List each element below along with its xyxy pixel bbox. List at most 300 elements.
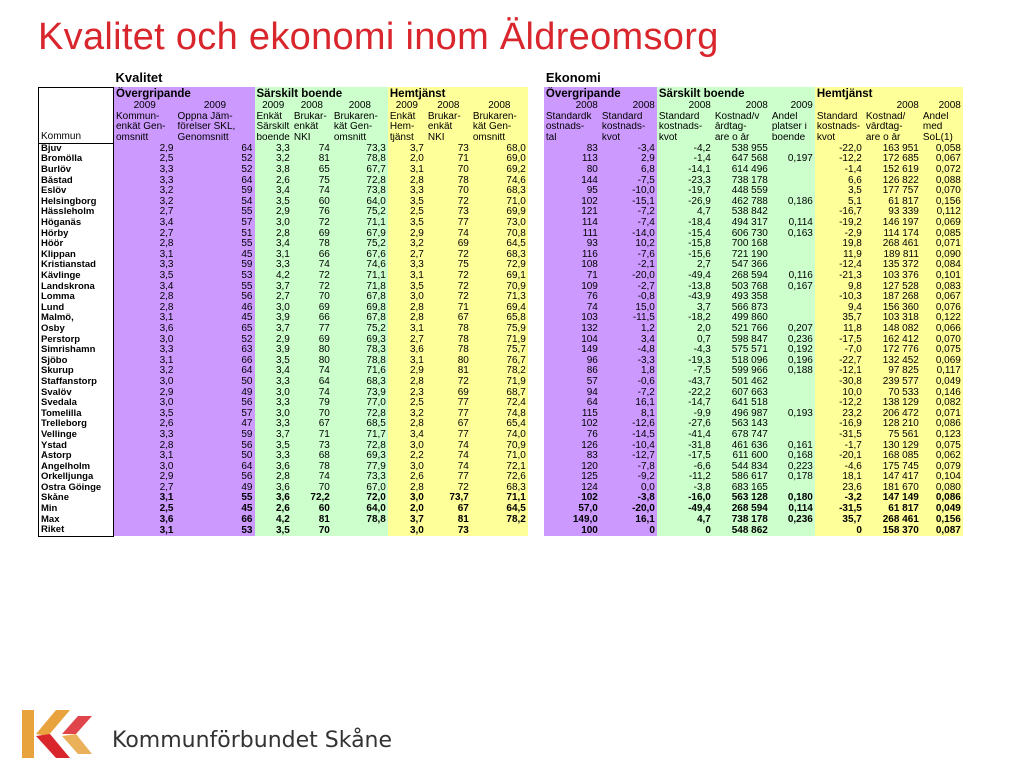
table-row xyxy=(39,345,963,356)
value-cell: 45 xyxy=(176,504,255,515)
value-cell: 71,1 xyxy=(471,493,528,504)
value-cell xyxy=(770,398,815,409)
value-cell: 3,4 xyxy=(600,335,657,346)
value-cell: 2,9 xyxy=(255,207,292,218)
value-cell: 2,7 xyxy=(114,483,176,494)
value-cell: 3,1 xyxy=(114,313,176,324)
value-cell: 544 834 xyxy=(713,462,770,473)
column-label: Hem- xyxy=(388,122,426,133)
value-cell: -16,7 xyxy=(815,207,864,218)
value-cell: -18,2 xyxy=(657,313,713,324)
year-cell: 2008 xyxy=(657,101,713,112)
value-cell: 71,0 xyxy=(471,451,528,462)
value-cell: 0,156 xyxy=(921,515,963,526)
value-cell: 3,3 xyxy=(114,260,176,271)
value-cell: 0,067 xyxy=(921,154,963,165)
value-cell: 2,5 xyxy=(114,154,176,165)
column-label: tjänst xyxy=(388,133,426,144)
column-label: omsnitt xyxy=(114,133,176,144)
value-cell: 35,7 xyxy=(815,515,864,526)
value-cell: 2,8 xyxy=(388,483,426,494)
value-cell: 18,1 xyxy=(815,472,864,483)
kommun-name: Burlöv xyxy=(39,165,114,176)
column-label: Standard xyxy=(815,112,864,123)
value-cell: 548 862 xyxy=(713,525,770,536)
table-row xyxy=(39,472,963,483)
table-row xyxy=(39,229,963,240)
kommun-name: Eslöv xyxy=(39,186,114,197)
value-cell xyxy=(770,239,815,250)
kommun-name: Max xyxy=(39,515,114,526)
value-cell: 0,193 xyxy=(770,409,815,420)
value-cell: 0,049 xyxy=(921,504,963,515)
table-row xyxy=(39,493,963,504)
value-cell: 45 xyxy=(176,313,255,324)
kommun-name: Kävlinge xyxy=(39,271,114,282)
table-row xyxy=(39,176,963,187)
value-cell: 69,3 xyxy=(332,451,388,462)
value-cell: 100 xyxy=(544,525,600,536)
column-separator xyxy=(528,441,544,452)
value-cell: 114 xyxy=(544,218,600,229)
logo-icon xyxy=(22,706,94,762)
column-separator xyxy=(528,483,544,494)
value-cell: 3,1 xyxy=(388,271,426,282)
value-cell: 68,7 xyxy=(471,388,528,399)
kommun-name: Ängelholm xyxy=(39,462,114,473)
value-cell: 93 xyxy=(544,239,600,250)
column-separator xyxy=(528,239,544,250)
value-cell: 3,0 xyxy=(388,441,426,452)
value-cell: 0,146 xyxy=(921,388,963,399)
value-cell: 102 xyxy=(544,419,600,430)
table-row xyxy=(39,483,963,494)
value-cell: 3,2 xyxy=(114,197,176,208)
value-cell: 50 xyxy=(176,377,255,388)
column-label: Brukaren- xyxy=(332,112,388,123)
value-cell: 8,1 xyxy=(600,409,657,420)
value-cell: -22,2 xyxy=(657,388,713,399)
value-cell: 57,0 xyxy=(544,504,600,515)
value-cell: 268 594 xyxy=(713,271,770,282)
value-cell: 66 xyxy=(176,515,255,526)
value-cell: -3,8 xyxy=(600,493,657,504)
value-cell: 55 xyxy=(176,239,255,250)
value-cell: 187 268 xyxy=(864,292,921,303)
value-cell: -1,4 xyxy=(815,165,864,176)
value-cell: 68,3 xyxy=(471,186,528,197)
value-cell: 56 xyxy=(176,441,255,452)
value-cell: 73,7 xyxy=(426,493,471,504)
value-cell: 3,1 xyxy=(388,165,426,176)
column-label: Enkät xyxy=(255,112,292,123)
year-cell: 2008 xyxy=(600,101,657,112)
value-cell: 69,4 xyxy=(471,303,528,314)
value-cell: 81 xyxy=(426,515,471,526)
value-cell: 3,7 xyxy=(388,143,426,154)
value-cell: 3,4 xyxy=(114,282,176,293)
value-cell: 738 178 xyxy=(713,515,770,526)
value-cell: 72,8 xyxy=(332,409,388,420)
value-cell: 2,7 xyxy=(388,250,426,261)
logo-text: Kommunförbundet Skåne xyxy=(112,728,393,753)
value-cell: 47 xyxy=(176,419,255,430)
value-cell: 64 xyxy=(176,366,255,377)
value-cell: 83 xyxy=(544,143,600,154)
value-cell: 3,2 xyxy=(114,186,176,197)
value-cell: -19,3 xyxy=(657,356,713,367)
value-cell: 3,3 xyxy=(255,398,292,409)
value-cell: 3,3 xyxy=(388,186,426,197)
value-cell: 3,3 xyxy=(255,260,292,271)
value-cell: 0,192 xyxy=(770,345,815,356)
value-cell: 3,3 xyxy=(388,260,426,271)
value-cell: 76 xyxy=(544,292,600,303)
value-cell: 67,0 xyxy=(332,483,388,494)
kommun-name: Ystad xyxy=(39,441,114,452)
value-cell: 3,7 xyxy=(255,324,292,335)
value-cell: 0,223 xyxy=(770,462,815,473)
table-row xyxy=(39,239,963,250)
value-cell: -16,0 xyxy=(657,493,713,504)
value-cell: 72,4 xyxy=(471,398,528,409)
value-cell: 116 xyxy=(544,250,600,261)
value-cell: 0,049 xyxy=(921,377,963,388)
value-cell: 86 xyxy=(544,366,600,377)
column-separator xyxy=(528,133,544,144)
value-cell: 149,0 xyxy=(544,515,600,526)
value-cell: 3,0 xyxy=(255,303,292,314)
value-cell: 78 xyxy=(426,345,471,356)
value-cell: 3,1 xyxy=(114,525,176,536)
value-cell: 75,2 xyxy=(332,207,388,218)
column-separator xyxy=(528,409,544,420)
value-cell: 3,1 xyxy=(255,250,292,261)
value-cell: 2,8 xyxy=(388,313,426,324)
value-cell: 63 xyxy=(176,345,255,356)
value-cell: -7,8 xyxy=(600,462,657,473)
value-cell: 71,7 xyxy=(332,430,388,441)
value-cell: 3,0 xyxy=(255,388,292,399)
value-cell: 102 xyxy=(544,197,600,208)
value-cell: 3,1 xyxy=(114,493,176,504)
year-cell: 2009 xyxy=(388,101,426,112)
value-cell: -17,5 xyxy=(815,335,864,346)
value-cell: 518 096 xyxy=(713,356,770,367)
value-cell: 3,4 xyxy=(255,366,292,377)
value-cell: 163 951 xyxy=(864,143,921,154)
value-cell: 2,8 xyxy=(114,303,176,314)
value-cell: -9,2 xyxy=(600,472,657,483)
value-cell: 61 817 xyxy=(864,504,921,515)
value-cell: 3,4 xyxy=(388,430,426,441)
column-label: Öppna Jäm- xyxy=(176,112,255,123)
value-cell xyxy=(471,525,528,536)
value-cell: 75 561 xyxy=(864,430,921,441)
value-cell: 172 776 xyxy=(864,345,921,356)
value-cell: 448 559 xyxy=(713,186,770,197)
column-label: Kommun- xyxy=(114,112,176,123)
value-cell: 2,5 xyxy=(114,504,176,515)
value-cell: 71,0 xyxy=(471,197,528,208)
value-cell: -10,4 xyxy=(600,441,657,452)
value-cell: 177 757 xyxy=(864,186,921,197)
group-kvalitet-hemtjanst: Hemtjänst xyxy=(388,87,528,101)
value-cell: 138 129 xyxy=(864,398,921,409)
value-cell: 76 xyxy=(292,207,332,218)
column-label: SoL(1) xyxy=(921,133,963,144)
value-cell: 35,7 xyxy=(815,313,864,324)
column-label: omsnitt xyxy=(471,133,528,144)
value-cell: 181 670 xyxy=(864,483,921,494)
value-cell: -22,7 xyxy=(815,356,864,367)
value-cell: 3,3 xyxy=(114,345,176,356)
value-cell: 0,090 xyxy=(921,250,963,261)
column-label: kät Gen- xyxy=(332,122,388,133)
section-header-row xyxy=(39,70,963,87)
value-cell: 0,117 xyxy=(921,366,963,377)
column-label: Särskilt xyxy=(255,122,292,133)
value-cell: 146 197 xyxy=(864,218,921,229)
value-cell: 3,2 xyxy=(114,366,176,377)
value-cell: 73,3 xyxy=(332,143,388,154)
value-cell: -12,7 xyxy=(600,451,657,462)
value-cell: 521 766 xyxy=(713,324,770,335)
column-separator xyxy=(528,165,544,176)
group-header-row xyxy=(39,87,963,101)
value-cell: 93 339 xyxy=(864,207,921,218)
value-cell: 0,076 xyxy=(921,303,963,314)
value-cell: 55 xyxy=(176,282,255,293)
value-cell: -9,9 xyxy=(657,409,713,420)
value-cell: -15,1 xyxy=(600,197,657,208)
value-cell: 75,2 xyxy=(332,324,388,335)
value-cell: 71,9 xyxy=(471,335,528,346)
value-cell: 0,167 xyxy=(770,282,815,293)
page-title: Kvalitet och ekonomi inom Äldreomsorg xyxy=(38,16,719,58)
value-cell: 172 685 xyxy=(864,154,921,165)
value-cell: 66 xyxy=(292,313,332,324)
value-cell: 64 xyxy=(176,462,255,473)
column-label: Enkät xyxy=(388,112,426,123)
table-row xyxy=(39,186,963,197)
value-cell: -2,1 xyxy=(600,260,657,271)
value-cell: 69,2 xyxy=(471,165,528,176)
table-row xyxy=(39,250,963,261)
value-cell: 67,6 xyxy=(332,250,388,261)
value-cell: 67 xyxy=(426,313,471,324)
value-cell: 10,2 xyxy=(600,239,657,250)
kommun-header: Kommun xyxy=(39,87,114,143)
value-cell: 78 xyxy=(426,335,471,346)
value-cell: 70 xyxy=(292,483,332,494)
kommun-name: Kristianstad xyxy=(39,260,114,271)
table-row xyxy=(39,409,963,420)
value-cell: 121 xyxy=(544,207,600,218)
value-cell: -13,8 xyxy=(657,282,713,293)
value-cell: 2,9 xyxy=(114,143,176,154)
value-cell: 538 842 xyxy=(713,207,770,218)
value-cell: 45 xyxy=(176,250,255,261)
value-cell: 3,9 xyxy=(255,345,292,356)
value-cell: 3,6 xyxy=(114,515,176,526)
value-cell: 563 143 xyxy=(713,419,770,430)
value-cell: 3,1 xyxy=(114,250,176,261)
year-cell: 2008 xyxy=(426,101,471,112)
value-cell: 683 165 xyxy=(713,483,770,494)
column-separator xyxy=(528,292,544,303)
year-cell: 2009 xyxy=(176,101,255,112)
group-kvalitet-sarskilt-boende: Särskilt boende xyxy=(255,87,388,101)
value-cell: 78 xyxy=(292,462,332,473)
value-cell: 81 xyxy=(292,154,332,165)
value-cell: 598 847 xyxy=(713,335,770,346)
kommun-name: Båstad xyxy=(39,176,114,187)
value-cell: 0,071 xyxy=(921,409,963,420)
value-cell: 124 xyxy=(544,483,600,494)
section-kvalitet: Kvalitet xyxy=(115,70,163,86)
column-separator xyxy=(528,218,544,229)
value-cell: 499 860 xyxy=(713,313,770,324)
value-cell: 74 xyxy=(292,472,332,483)
value-cell: 73,9 xyxy=(332,388,388,399)
value-cell: 0,236 xyxy=(770,335,815,346)
column-label-row xyxy=(39,122,963,133)
value-cell: 168 085 xyxy=(864,451,921,462)
value-cell: 606 730 xyxy=(713,229,770,240)
value-cell: 73 xyxy=(426,525,471,536)
value-cell: 189 811 xyxy=(864,250,921,261)
kommun-name: Malmö, xyxy=(39,313,114,324)
value-cell: 75 xyxy=(426,260,471,271)
value-cell: 149 xyxy=(544,345,600,356)
value-cell: 3,3 xyxy=(255,451,292,462)
value-cell: 52 xyxy=(176,165,255,176)
value-cell: -0,6 xyxy=(600,377,657,388)
value-cell: 69 xyxy=(426,239,471,250)
value-cell: 103 xyxy=(544,313,600,324)
column-label: kostnads- xyxy=(815,122,864,133)
column-label: Standard xyxy=(657,112,713,123)
value-cell: 3,0 xyxy=(255,218,292,229)
column-label-row xyxy=(39,112,963,123)
value-cell: 6,6 xyxy=(815,176,864,187)
value-cell: 9,4 xyxy=(815,303,864,314)
value-cell: 2,9 xyxy=(255,335,292,346)
value-cell xyxy=(770,377,815,388)
value-cell: 66 xyxy=(176,356,255,367)
value-cell: -12,2 xyxy=(815,398,864,409)
kommun-name: Svalöv xyxy=(39,388,114,399)
column-separator xyxy=(528,143,544,154)
value-cell: 68,5 xyxy=(332,419,388,430)
value-cell: 64 xyxy=(292,377,332,388)
value-cell: 3,2 xyxy=(255,154,292,165)
column-label: Andel xyxy=(921,112,963,123)
value-cell: 49 xyxy=(176,483,255,494)
value-cell xyxy=(770,186,815,197)
value-cell: 0,180 xyxy=(770,493,815,504)
value-cell: 127 528 xyxy=(864,282,921,293)
value-cell: 126 xyxy=(544,441,600,452)
value-cell: 135 372 xyxy=(864,260,921,271)
value-cell: 0,163 xyxy=(770,229,815,240)
value-cell: 126 822 xyxy=(864,176,921,187)
value-cell: 65,4 xyxy=(471,419,528,430)
value-cell: 493 358 xyxy=(713,292,770,303)
value-cell: 74 xyxy=(426,441,471,452)
value-cell: -20,0 xyxy=(600,271,657,282)
column-separator xyxy=(528,345,544,356)
value-cell: 678 747 xyxy=(713,430,770,441)
column-label: are o år xyxy=(713,133,770,144)
value-cell: 0,087 xyxy=(921,525,963,536)
value-cell: 71 xyxy=(544,271,600,282)
value-cell: 4,2 xyxy=(255,271,292,282)
value-cell xyxy=(770,250,815,261)
column-separator xyxy=(528,260,544,271)
value-cell: 3,1 xyxy=(114,451,176,462)
value-cell: 66 xyxy=(292,250,332,261)
kommun-name: Lomma xyxy=(39,292,114,303)
value-cell: 566 873 xyxy=(713,303,770,314)
value-cell: 0,075 xyxy=(921,441,963,452)
value-cell: 0,072 xyxy=(921,165,963,176)
value-cell: 2,0 xyxy=(388,504,426,515)
kommun-name: Vellinge xyxy=(39,430,114,441)
value-cell: 0,084 xyxy=(921,260,963,271)
value-cell: 77 xyxy=(426,218,471,229)
year-row xyxy=(39,101,963,112)
table-row xyxy=(39,388,963,399)
value-cell: 3,8 xyxy=(255,165,292,176)
value-cell: 2,6 xyxy=(255,504,292,515)
value-cell: 0,186 xyxy=(770,197,815,208)
value-cell: 72 xyxy=(426,197,471,208)
value-cell: 2,6 xyxy=(388,472,426,483)
column-separator xyxy=(528,207,544,218)
value-cell: 71,3 xyxy=(471,292,528,303)
value-cell: 3,9 xyxy=(255,313,292,324)
value-cell: 113 xyxy=(544,154,600,165)
value-cell: 599 966 xyxy=(713,366,770,377)
value-cell: 158 370 xyxy=(864,525,921,536)
column-separator xyxy=(528,388,544,399)
kommun-name: Min xyxy=(39,504,114,515)
value-cell: 72 xyxy=(426,282,471,293)
value-cell: 3,3 xyxy=(114,430,176,441)
table-row xyxy=(39,419,963,430)
table-row xyxy=(39,303,963,314)
column-separator xyxy=(528,504,544,515)
value-cell: 3,0 xyxy=(255,409,292,420)
value-cell: 83 xyxy=(544,451,600,462)
value-cell: 73 xyxy=(292,441,332,452)
column-separator xyxy=(528,282,544,293)
column-separator xyxy=(528,462,544,473)
kommun-name: Hörby xyxy=(39,229,114,240)
value-cell: 575 571 xyxy=(713,345,770,356)
value-cell: 69 xyxy=(292,303,332,314)
value-cell: 125 xyxy=(544,472,600,483)
value-cell: 75,2 xyxy=(332,239,388,250)
value-cell xyxy=(332,525,388,536)
value-cell: 2,8 xyxy=(114,441,176,452)
table-row xyxy=(39,377,963,388)
value-cell: 55 xyxy=(176,493,255,504)
value-cell: 2,5 xyxy=(388,398,426,409)
value-cell: 162 412 xyxy=(864,335,921,346)
